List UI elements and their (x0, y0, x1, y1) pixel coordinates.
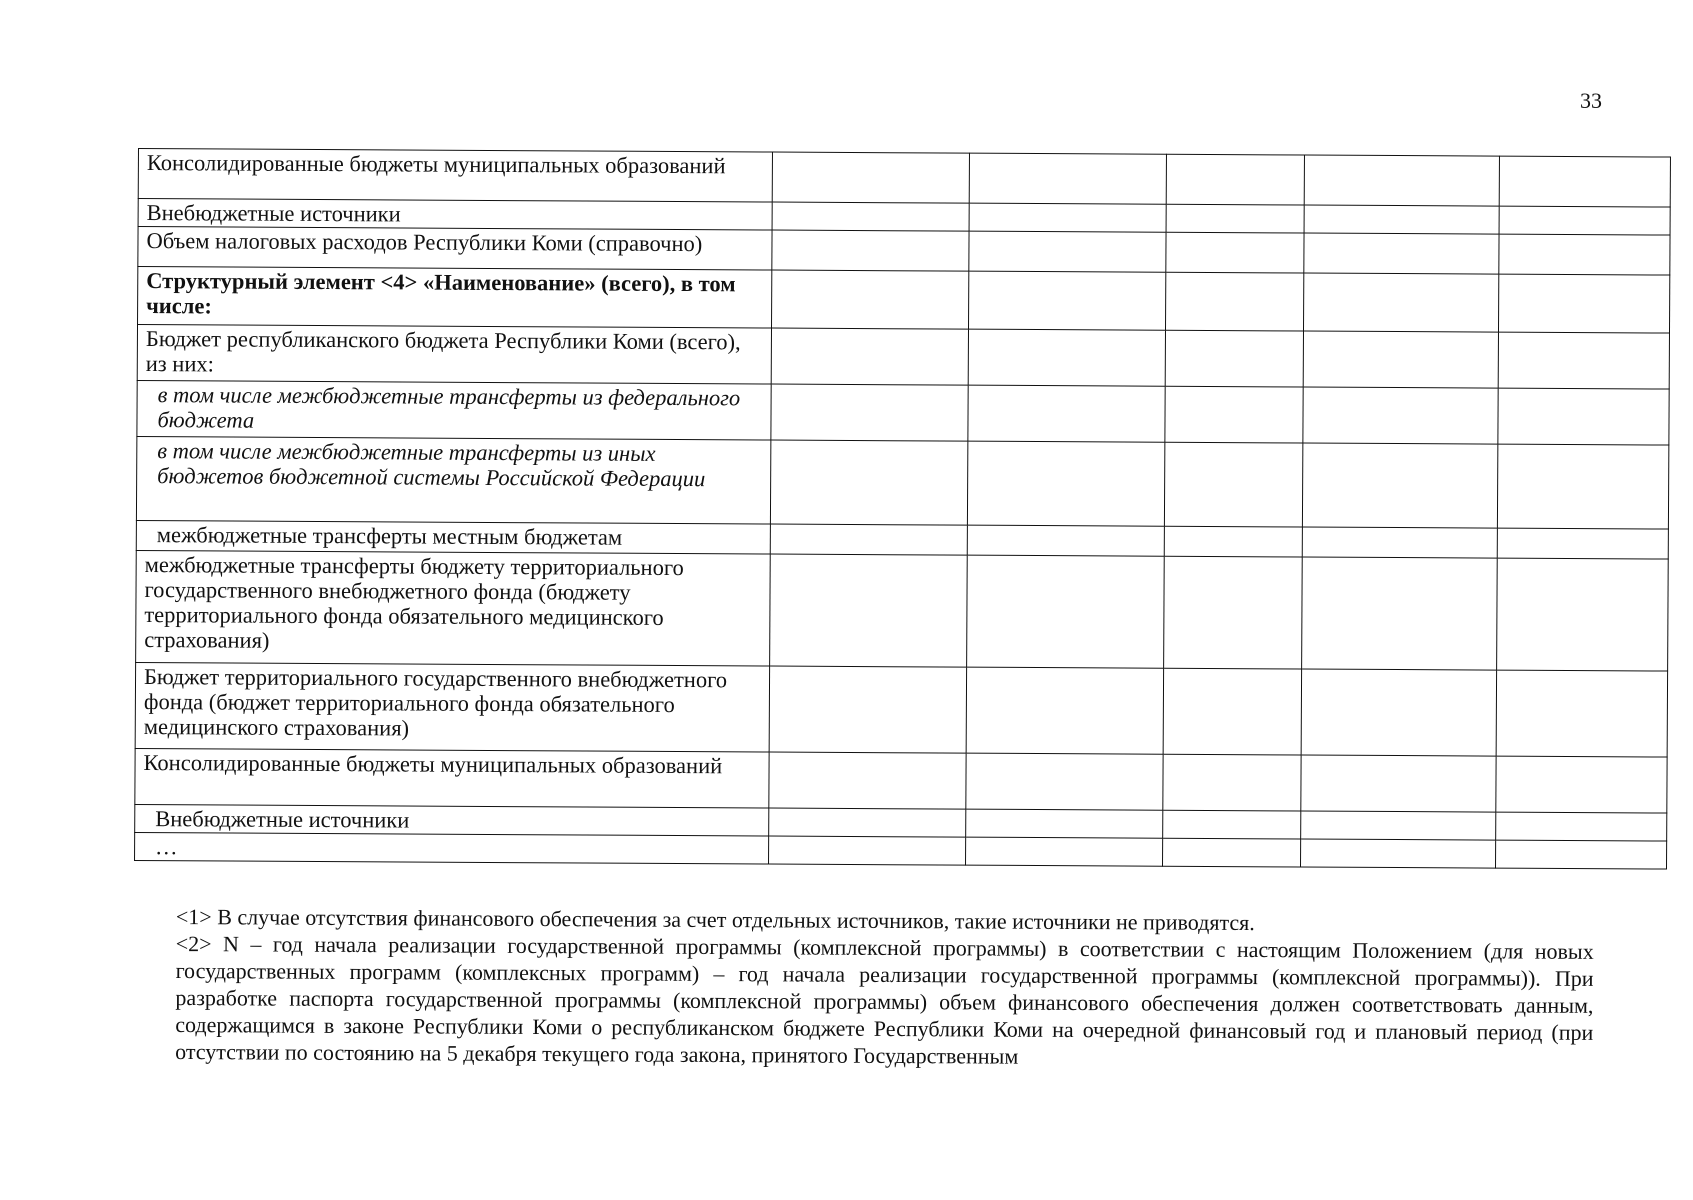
value-cell (1164, 526, 1302, 557)
row-label: в том числе межбюджетные трансферты из иных бюджетов бюджетной системы Российской Федерации (136, 436, 770, 524)
value-cell (772, 270, 969, 329)
value-cell (1498, 332, 1669, 389)
value-cell (1498, 274, 1669, 333)
value-cell (1301, 839, 1496, 868)
value-cell (1497, 444, 1668, 529)
value-cell (968, 329, 1165, 386)
row-label: Объем налоговых расходов Республики Коми (справочно) (138, 227, 772, 271)
table-row (138, 149, 1670, 208)
row-label: Консолидированные бюджеты муниципальных образований (135, 748, 769, 808)
value-cell (1163, 810, 1301, 839)
value-cell (1304, 233, 1499, 274)
value-cell (1499, 156, 1670, 207)
row-label: Консолидированные бюджеты муниципальных образований (138, 149, 772, 203)
value-cell (967, 555, 1165, 668)
value-cell (771, 384, 968, 441)
value-cell (1302, 527, 1497, 558)
funding-table (134, 148, 1671, 870)
value-cell (1496, 812, 1667, 841)
value-cell (772, 230, 969, 271)
value-cell (1163, 838, 1301, 867)
value-cell (1496, 756, 1667, 813)
row-label: Структурный элемент <4> «Наименование» (всего), в том числе: (138, 267, 772, 329)
value-cell (1166, 232, 1304, 273)
value-cell (1301, 669, 1496, 756)
value-cell (969, 153, 1166, 204)
value-cell (967, 525, 1164, 556)
value-cell (1164, 556, 1303, 669)
value-cell (1164, 442, 1302, 527)
value-cell (1498, 388, 1669, 445)
value-cell (969, 203, 1166, 232)
table-row (137, 325, 1669, 390)
value-cell (1302, 557, 1498, 670)
value-cell (1496, 670, 1667, 757)
value-cell (1497, 528, 1668, 559)
row-label: Внебюджетные источники (138, 199, 772, 231)
value-cell (1166, 204, 1304, 233)
value-cell (1303, 331, 1498, 388)
value-cell (968, 385, 1165, 442)
value-cell (1163, 754, 1301, 811)
value-cell (770, 554, 968, 667)
table-row (138, 267, 1670, 334)
value-cell (1499, 234, 1670, 275)
value-cell (770, 524, 967, 555)
value-cell (770, 440, 967, 525)
row-label: Внебюджетные источники (135, 804, 769, 836)
value-cell (1304, 205, 1499, 234)
value-cell (1165, 272, 1303, 331)
footnote-2: <2> N – год начала реализации государственной программы (комплексной программы) в соответствии с настоящим Положением (для новых государственных программ (комплексных программ) – год начала реализации государственной программы (комплексной программы)). При разработке паспорта государственной программы (комплексной программы) объем финансового обеспечения должен соответствовать данным, содержащимся в законе Республики Коми о республиканском бюджете Республики Коми на очередной финансовый год и плановый период (при отсутствии по состоянию на 5 декабря текущего года закона, принятого Государственным (175, 930, 1594, 1069)
funding-table-body (135, 149, 1671, 870)
value-cell (966, 809, 1163, 838)
row-label: Бюджет территориального государственного внебюджетного фонда (бюджет территориального фонда обязательного медицинского страхования) (135, 662, 769, 752)
value-cell (1166, 154, 1304, 205)
value-cell (966, 667, 1163, 754)
footnote-1: <1> В случае отсутствия финансового обеспечения за счет отдельных источников, такие источники не приводятся. (175, 904, 1255, 936)
page-number: 33 (1580, 88, 1602, 113)
row-label: в том числе межбюджетные трансферты из федерального бюджета (137, 380, 771, 440)
value-cell (769, 752, 966, 809)
value-cell (772, 152, 969, 203)
table-row (136, 436, 1668, 529)
row-label: межбюджетные трансферты местным бюджетам (136, 520, 770, 554)
table-row (136, 550, 1669, 671)
value-cell (772, 202, 969, 231)
value-cell (1303, 273, 1498, 332)
value-cell (1165, 386, 1303, 443)
value-cell (969, 271, 1166, 330)
value-cell (1304, 155, 1499, 206)
value-cell (769, 836, 966, 865)
footnotes (175, 903, 1594, 1073)
value-cell (769, 666, 966, 753)
row-label: … (135, 832, 769, 864)
value-cell (1495, 840, 1666, 869)
row-label: Бюджет республиканского бюджета Республики Коми (всего), из них: (137, 325, 771, 385)
value-cell (966, 753, 1163, 810)
value-cell (769, 808, 966, 837)
value-cell (969, 231, 1166, 272)
value-cell (1163, 668, 1301, 755)
table-row (137, 380, 1669, 445)
value-cell (1302, 443, 1497, 528)
value-cell (967, 441, 1164, 526)
row-label: межбюджетные трансферты бюджету территориального государственного внебюджетного фонда (бюджету территориального фонда обязательного медицинского страхования) (136, 550, 771, 666)
value-cell (966, 837, 1163, 866)
value-cell (1497, 558, 1669, 671)
value-cell (771, 328, 968, 385)
table-row (135, 748, 1667, 813)
value-cell (1301, 755, 1496, 812)
value-cell (1301, 811, 1496, 840)
value-cell (1499, 206, 1670, 235)
value-cell (1303, 387, 1498, 444)
value-cell (1165, 330, 1303, 387)
funding-table-container (134, 148, 1670, 870)
table-row (135, 662, 1667, 757)
